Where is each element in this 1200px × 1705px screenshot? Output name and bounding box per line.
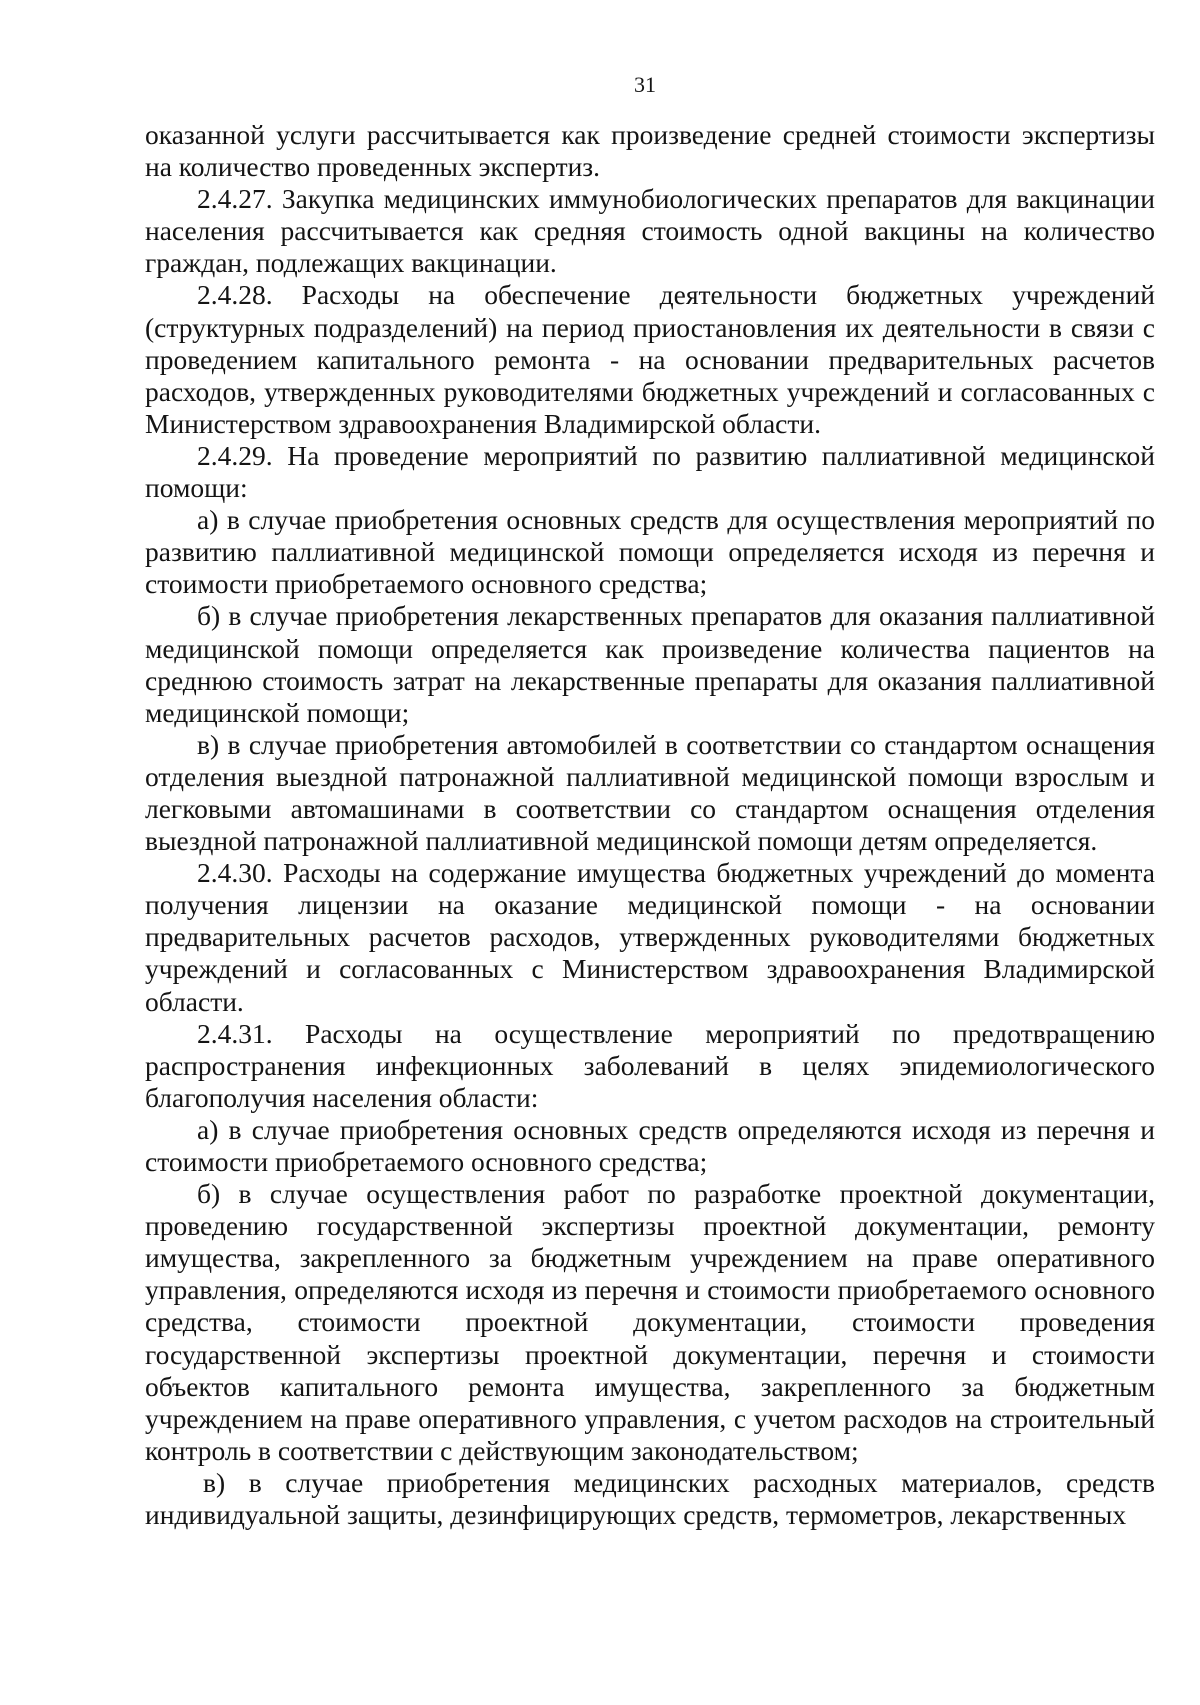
paragraph-2-4-31-b: б) в случае осуществления работ по разработке проектной документации, проведению государственной экспертизы проектной документации, ремонту имущества, закрепленного за бюджетным учреждением на праве оперативного управления, определяются исходя из перечня и стоимости приобретаемого основного средства, стоимости проектной документации, стоимости проведения государственной экспертизы проектной документации, перечня и стоимости объектов капитального ремонта имущества, закрепленного за бюджетным учреждением на праве оперативного управления, с учетом расходов на строительный контроль в соответствии с действующим законодательством; bbox=[145, 1178, 1155, 1466]
paragraph-2-4-29: 2.4.29. На проведение мероприятий по развитию паллиативной медицинской помощи: bbox=[145, 439, 1155, 504]
paragraph-2-4-27: 2.4.27. Закупка медицинских иммунобиологических препаратов для вакцинации населения рассчитывается как средняя стоимость одной вакцины на количество граждан, подлежащих вакцинации. bbox=[145, 183, 1155, 279]
page-number: 31 bbox=[634, 72, 656, 97]
paragraph-2-4-29-b: б) в случае приобретения лекарственных препаратов для оказания паллиативной медицинской помощи определяется как произведение количества пациентов на среднюю стоимость затрат на лекарственные препараты для оказания паллиативной медицинской помощи; bbox=[145, 600, 1155, 728]
paragraph-2-4-31-a: а) в случае приобретения основных средств определяются исходя из перечня и стоимости приобретаемого основного средства; bbox=[145, 1113, 1155, 1177]
document-body bbox=[145, 119, 1155, 1531]
paragraph-2-4-31: 2.4.31. Расходы на осуществление мероприятий по предотвращению распространения инфекционных заболеваний в целях эпидемиологического благополучия населения области: bbox=[145, 1017, 1155, 1113]
paragraph-2-4-30: 2.4.30. Расходы на содержание имущества бюджетных учреждений до момента получения лицензии на оказание медицинской помощи - на основании предварительных расчетов расходов, утвержденных руководителями бюджетных учреждений и согласованных с Министерством здравоохранения Владимирской области. bbox=[145, 857, 1155, 1017]
paragraph-continuation: оказанной услуги рассчитывается как произведение средней стоимости экспертизы на количество проведенных экспертиз. bbox=[145, 119, 1155, 183]
paragraph-2-4-29-a: а) в случае приобретения основных средств для осуществления мероприятий по развитию паллиативной медицинской помощи определяется исходя из перечня и стоимости приобретаемого основного средства; bbox=[145, 504, 1155, 600]
paragraph-2-4-28: 2.4.28. Расходы на обеспечение деятельности бюджетных учреждений (структурных подразделений) на период приостановления их деятельности в связи с проведением капитального ремонта - на основании предварительных расчетов расходов, утвержденных руководителями бюджетных учреждений и согласованных с Министерством здравоохранения Владимирской области. bbox=[145, 279, 1155, 439]
paragraph-2-4-29-v: в) в случае приобретения автомобилей в соответствии со стандартом оснащения отделения выездной патронажной паллиативной медицинской помощи взрослым и легковыми автомашинами в соответствии со стандартом оснащения отделения выездной патронажной паллиативной медицинской помощи детям определяется. bbox=[145, 728, 1155, 857]
paragraph-2-4-31-v: в) в случае приобретения медицинских расходных материалов, средств индивидуальной защиты, дезинфицирующих средств, термометров, лекарственных bbox=[145, 1466, 1155, 1531]
